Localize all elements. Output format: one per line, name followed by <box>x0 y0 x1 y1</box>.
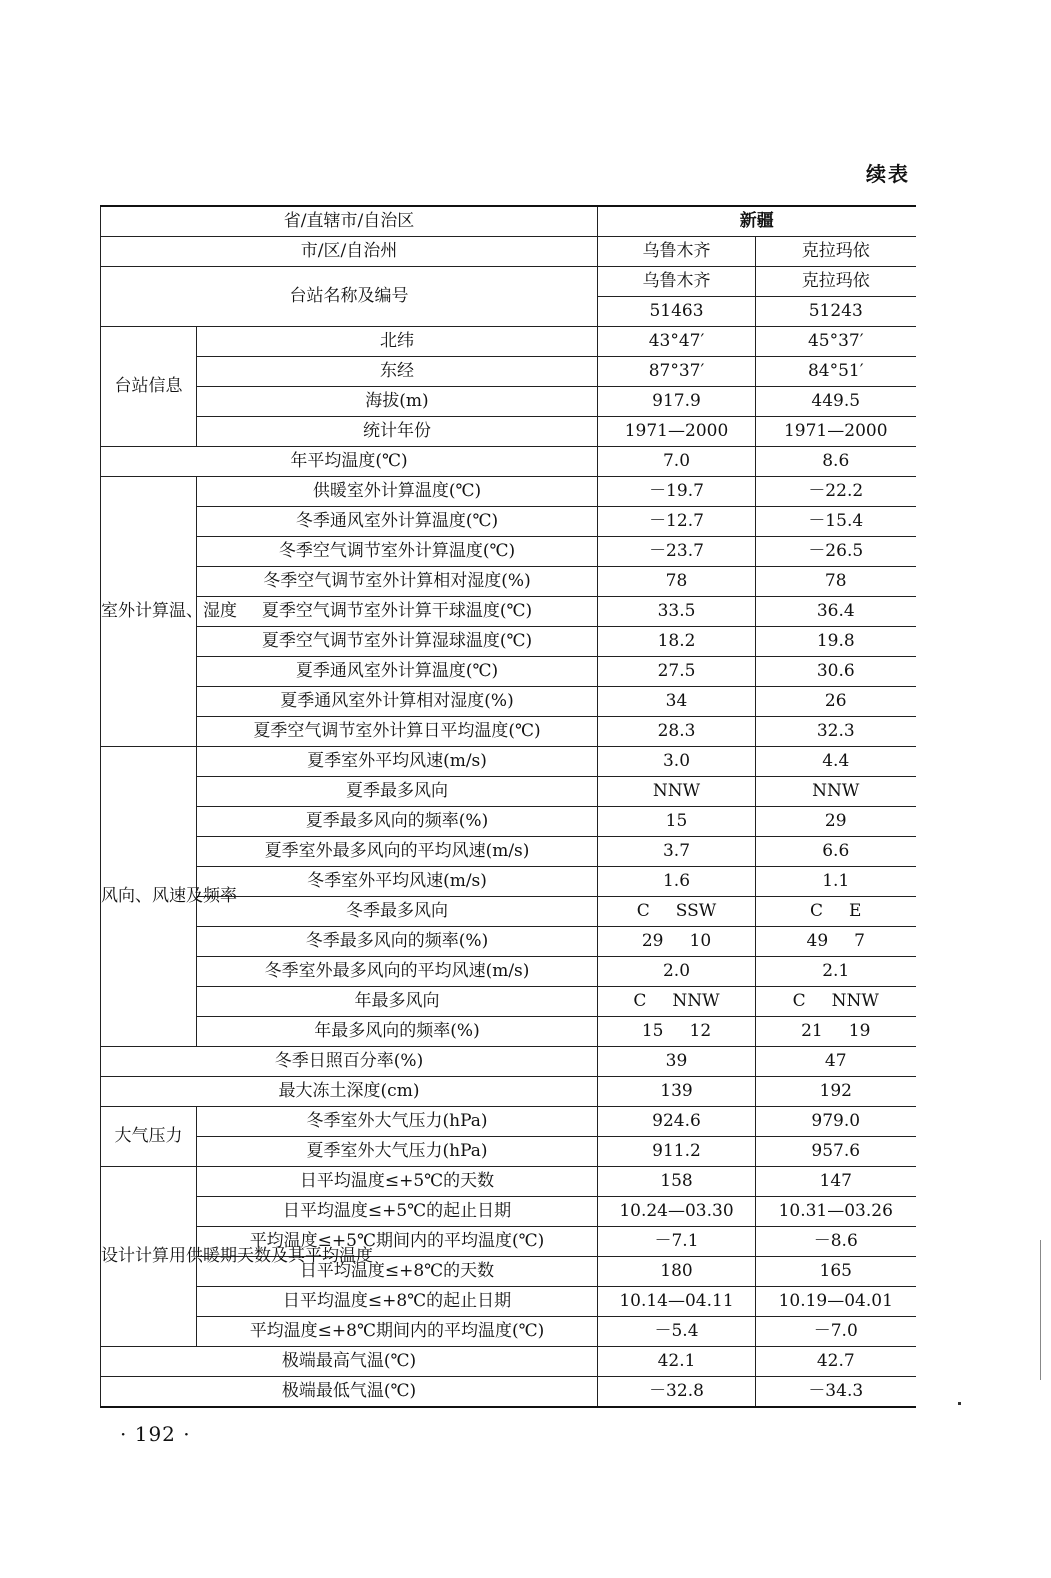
row-label: 统计年份 <box>197 417 598 447</box>
value-part-a: C <box>792 990 806 1011</box>
table-row <box>101 1197 916 1227</box>
table-row <box>101 717 916 747</box>
climate-data-table <box>100 205 916 1408</box>
row-label: 冬季最多风向 <box>197 897 598 927</box>
value-urumqi <box>598 987 756 1017</box>
value-urumqi: 34 <box>598 687 756 717</box>
table-row <box>101 657 916 687</box>
table-row <box>101 357 916 387</box>
value-karamay: 29 <box>756 807 916 837</box>
value-part-b: SSW <box>675 900 717 921</box>
value-karamay: 47 <box>756 1047 916 1077</box>
value-urumqi: NNW <box>598 777 756 807</box>
row-label: 日平均温度≤+5℃的天数 <box>197 1167 598 1197</box>
value-urumqi: 2.0 <box>598 957 756 987</box>
table-row <box>101 1347 916 1377</box>
row-label: 东经 <box>197 357 598 387</box>
group-label-heating: 设计计算用供暖期天数及其平均温度 <box>101 1167 197 1347</box>
row-label: 冬季室外大气压力(hPa) <box>197 1107 598 1137</box>
value-karamay: －34.3 <box>756 1377 916 1408</box>
table-row <box>101 837 916 867</box>
row-label: 最大冻土深度(cm) <box>101 1077 598 1107</box>
value-karamay: 1.1 <box>756 867 916 897</box>
value-karamay: 30.6 <box>756 657 916 687</box>
table-row <box>101 507 916 537</box>
value-karamay: －15.4 <box>756 507 916 537</box>
station-name-2: 克拉玛依 <box>756 267 916 297</box>
value-karamay: 165 <box>756 1257 916 1287</box>
city-label: 市/区/自治州 <box>101 237 598 267</box>
value-karamay: －7.0 <box>756 1317 916 1347</box>
value-karamay: －8.6 <box>756 1227 916 1257</box>
value-part-b: NNW <box>831 990 879 1011</box>
value-karamay: 449.5 <box>756 387 916 417</box>
table-row <box>101 1317 916 1347</box>
table-row <box>101 1377 916 1408</box>
province-row <box>101 206 916 237</box>
value-urumqi: 7.0 <box>598 447 756 477</box>
row-label: 夏季空气调节室外计算干球温度(℃) <box>197 597 598 627</box>
value-part-b: 19 <box>848 1020 871 1041</box>
value-urumqi: 10.14—04.11 <box>598 1287 756 1317</box>
value-urumqi: 180 <box>598 1257 756 1287</box>
table-row <box>101 807 916 837</box>
value-karamay: 192 <box>756 1077 916 1107</box>
value-karamay: 10.19—04.01 <box>756 1287 916 1317</box>
value-urumqi: －19.7 <box>598 477 756 507</box>
value-karamay <box>756 897 916 927</box>
value-urumqi: －23.7 <box>598 537 756 567</box>
value-urumqi: 1971—2000 <box>598 417 756 447</box>
row-label: 冬季最多风向的频率(%) <box>197 927 598 957</box>
value-urumqi: －32.8 <box>598 1377 756 1408</box>
value-karamay: －26.5 <box>756 537 916 567</box>
value-karamay: 979.0 <box>756 1107 916 1137</box>
value-karamay: 36.4 <box>756 597 916 627</box>
table-row <box>101 1107 916 1137</box>
row-label: 夏季最多风向的频率(%) <box>197 807 598 837</box>
row-label: 年最多风向的频率(%) <box>197 1017 598 1047</box>
table-row <box>101 567 916 597</box>
value-urumqi: 3.0 <box>598 747 756 777</box>
value-karamay: －22.2 <box>756 477 916 507</box>
value-part-a: C <box>633 990 647 1011</box>
value-urumqi: 42.1 <box>598 1347 756 1377</box>
row-label: 日平均温度≤+8℃的天数 <box>197 1257 598 1287</box>
value-urumqi: 3.7 <box>598 837 756 867</box>
value-urumqi: －12.7 <box>598 507 756 537</box>
row-label: 冬季室外最多风向的平均风速(m/s) <box>197 957 598 987</box>
city-1: 乌鲁木齐 <box>598 237 756 267</box>
table-row <box>101 687 916 717</box>
table-row <box>101 387 916 417</box>
row-label: 年最多风向 <box>197 987 598 1017</box>
table-row <box>101 987 916 1017</box>
scan-dot <box>958 1402 961 1405</box>
table-row <box>101 1137 916 1167</box>
value-part-b: 7 <box>854 930 865 951</box>
value-karamay: 26 <box>756 687 916 717</box>
value-karamay: 2.1 <box>756 957 916 987</box>
row-label: 夏季空气调节室外计算湿球温度(℃) <box>197 627 598 657</box>
value-urumqi: 924.6 <box>598 1107 756 1137</box>
continued-label: 续表 <box>866 162 910 186</box>
row-label: 供暖室外计算温度(℃) <box>197 477 598 507</box>
row-label: 夏季室外大气压力(hPa) <box>197 1137 598 1167</box>
value-karamay: 4.4 <box>756 747 916 777</box>
table-row <box>101 417 916 447</box>
value-urumqi: 15 <box>598 807 756 837</box>
table-row <box>101 537 916 567</box>
table-row <box>101 477 916 507</box>
page-number: · 192 · <box>120 1422 191 1446</box>
value-urumqi: 1.6 <box>598 867 756 897</box>
row-label: 年平均温度(℃) <box>101 447 598 477</box>
value-urumqi <box>598 897 756 927</box>
value-urumqi: 43°47′ <box>598 327 756 357</box>
table-row <box>101 1167 916 1197</box>
table-row <box>101 627 916 657</box>
value-karamay: 84°51′ <box>756 357 916 387</box>
row-label: 夏季通风室外计算相对湿度(%) <box>197 687 598 717</box>
value-urumqi: －5.4 <box>598 1317 756 1347</box>
row-label: 极端最高气温(℃) <box>101 1347 598 1377</box>
value-karamay <box>756 987 916 1017</box>
value-karamay: NNW <box>756 777 916 807</box>
value-part-a: 29 <box>641 930 664 951</box>
value-urumqi: 33.5 <box>598 597 756 627</box>
value-urumqi: 27.5 <box>598 657 756 687</box>
value-karamay: 8.6 <box>756 447 916 477</box>
value-karamay <box>756 1017 916 1047</box>
value-part-a: C <box>636 900 650 921</box>
row-label: 极端最低气温(℃) <box>101 1377 598 1408</box>
station-name-1: 乌鲁木齐 <box>598 267 756 297</box>
value-karamay <box>756 927 916 957</box>
table-row <box>101 1047 916 1077</box>
table-row <box>101 447 916 477</box>
table-row <box>101 957 916 987</box>
value-part-b: E <box>849 900 862 921</box>
table-row <box>101 1077 916 1107</box>
value-urumqi: －7.1 <box>598 1227 756 1257</box>
table-row <box>101 927 916 957</box>
row-label: 日平均温度≤+5℃的起止日期 <box>197 1197 598 1227</box>
value-part-b: 12 <box>689 1020 712 1041</box>
value-urumqi: 87°37′ <box>598 357 756 387</box>
value-urumqi: 10.24—03.30 <box>598 1197 756 1227</box>
value-urumqi: 28.3 <box>598 717 756 747</box>
row-label: 夏季最多风向 <box>197 777 598 807</box>
station-id-2: 51243 <box>756 297 916 327</box>
row-label: 冬季室外平均风速(m/s) <box>197 867 598 897</box>
value-urumqi: 78 <box>598 567 756 597</box>
value-part-a: 15 <box>641 1020 664 1041</box>
row-label: 北纬 <box>197 327 598 357</box>
value-karamay: 6.6 <box>756 837 916 867</box>
value-urumqi <box>598 1017 756 1047</box>
group-label-temp-humidity: 室外计算温、湿度 <box>101 477 197 747</box>
table-row <box>101 777 916 807</box>
value-part-a: 21 <box>801 1020 823 1041</box>
value-karamay: 10.31—03.26 <box>756 1197 916 1227</box>
value-urumqi <box>598 927 756 957</box>
value-urumqi: 39 <box>598 1047 756 1077</box>
value-karamay: 42.7 <box>756 1347 916 1377</box>
value-karamay: 19.8 <box>756 627 916 657</box>
row-label: 冬季空气调节室外计算相对湿度(%) <box>197 567 598 597</box>
station-name-row <box>101 267 916 297</box>
scan-edge-line <box>1040 1240 1041 1380</box>
value-urumqi: 911.2 <box>598 1137 756 1167</box>
row-label: 平均温度≤+5℃期间内的平均温度(℃) <box>197 1227 598 1257</box>
row-label: 冬季日照百分率(%) <box>101 1047 598 1077</box>
table-body <box>101 206 916 1407</box>
row-label: 平均温度≤+8℃期间内的平均温度(℃) <box>197 1317 598 1347</box>
value-karamay: 45°37′ <box>756 327 916 357</box>
city-2: 克拉玛依 <box>756 237 916 267</box>
value-karamay: 957.6 <box>756 1137 916 1167</box>
row-label: 海拔(m) <box>197 387 598 417</box>
value-karamay: 1971—2000 <box>756 417 916 447</box>
group-label-pressure: 大气压力 <box>101 1107 197 1167</box>
table-row <box>101 1287 916 1317</box>
row-label: 冬季通风室外计算温度(℃) <box>197 507 598 537</box>
table-row <box>101 327 916 357</box>
value-urumqi: 18.2 <box>598 627 756 657</box>
province-value: 新疆 <box>598 206 916 237</box>
group-label-wind: 风向、风速及频率 <box>101 747 197 1047</box>
value-part-b: 10 <box>689 930 712 951</box>
row-label: 夏季室外平均风速(m/s) <box>197 747 598 777</box>
row-label: 日平均温度≤+8℃的起止日期 <box>197 1287 598 1317</box>
value-part-a: C <box>810 900 824 921</box>
row-label: 夏季通风室外计算温度(℃) <box>197 657 598 687</box>
row-label: 夏季空气调节室外计算日平均温度(℃) <box>197 717 598 747</box>
value-part-b: NNW <box>672 990 720 1011</box>
province-label: 省/直辖市/自治区 <box>101 206 598 237</box>
city-row <box>101 237 916 267</box>
table-row <box>101 747 916 777</box>
station-label: 台站名称及编号 <box>101 267 598 327</box>
value-karamay: 32.3 <box>756 717 916 747</box>
row-label: 冬季空气调节室外计算温度(℃) <box>197 537 598 567</box>
value-part-a: 49 <box>806 930 829 951</box>
value-urumqi: 139 <box>598 1077 756 1107</box>
value-karamay: 147 <box>756 1167 916 1197</box>
table-row <box>101 1017 916 1047</box>
value-urumqi: 917.9 <box>598 387 756 417</box>
station-id-1: 51463 <box>598 297 756 327</box>
value-karamay: 78 <box>756 567 916 597</box>
row-label: 夏季室外最多风向的平均风速(m/s) <box>197 837 598 867</box>
group-label-station-info: 台站信息 <box>101 327 197 447</box>
value-urumqi: 158 <box>598 1167 756 1197</box>
